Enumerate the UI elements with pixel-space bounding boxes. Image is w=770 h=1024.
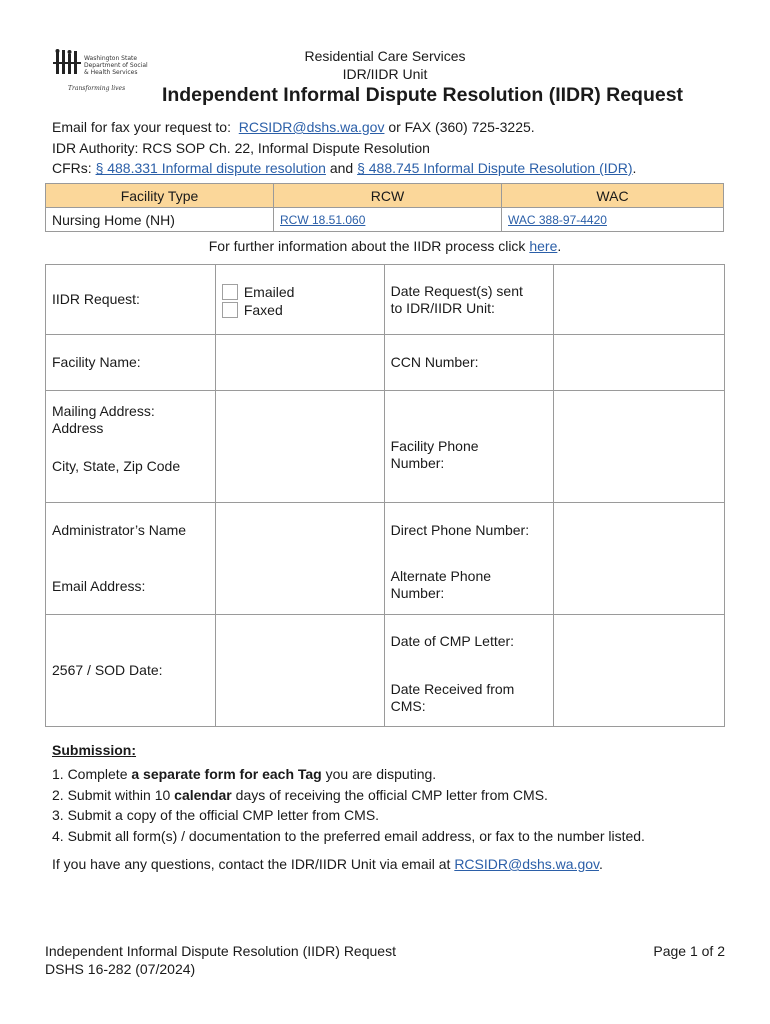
faxed-checkbox[interactable] <box>222 302 238 318</box>
emailed-checkbox[interactable] <box>222 284 238 300</box>
request-method-cell <box>215 265 384 335</box>
form-row-request <box>46 265 725 335</box>
cms-date-fields[interactable] <box>554 615 725 727</box>
step-2 <box>52 787 645 808</box>
wac-link[interactable]: WAC 388-97-4420 <box>502 208 724 232</box>
date-received-label <box>391 681 548 715</box>
cfr-end: . <box>632 160 637 176</box>
submission-colon: : <box>131 742 137 758</box>
alt-phone-line1: Alternate Phone <box>390 568 492 584</box>
mailing-address-label <box>46 391 216 503</box>
date-sent-line2: to IDR/IIDR Unit: <box>390 299 495 316</box>
ccn-label: CCN Number: <box>384 335 554 391</box>
email-line <box>52 119 535 135</box>
step-1-pre: 1. Complete <box>52 766 132 782</box>
facility-name-field[interactable] <box>215 335 384 391</box>
step-2-post: days of receiving the official CMP letter from CMS. <box>231 786 548 803</box>
contact-text: If you have any questions, contact the IDR/IIDR Unit via email at <box>52 856 455 872</box>
facility-phone-line1: Facility Phone <box>390 437 479 454</box>
footer-title: Independent Informal Dispute Resolution (IIDR) Request <box>45 943 396 959</box>
facility-name-label: Facility Name: <box>46 335 216 391</box>
reference-row <box>46 208 724 232</box>
cfr-488-331-link[interactable]: § 488.331 Informal dispute resolution <box>95 160 326 176</box>
rcw-link[interactable]: RCW 18.51.060 <box>274 208 502 232</box>
mailing-line1: Mailing Address: <box>52 403 155 419</box>
mailing-line2: Address <box>52 420 104 436</box>
fax-text: or FAX (360) 725-3225. <box>384 119 535 135</box>
sod-date-label: 2567 / SOD Date: <box>46 615 216 727</box>
page-number: Page 1 of 2 <box>653 943 725 959</box>
col-facility-type: Facility Type <box>46 184 274 208</box>
form-row-address <box>46 391 725 503</box>
step-1 <box>52 766 645 787</box>
date-sent-field[interactable] <box>554 265 725 335</box>
reference-header-row <box>46 184 724 208</box>
cms-date-labels <box>384 615 554 727</box>
facility-phone-field[interactable] <box>554 391 725 503</box>
contact-end: . <box>598 856 603 872</box>
form-row-facility <box>46 335 725 391</box>
further-info <box>0 238 770 254</box>
alt-phone-label <box>391 568 548 602</box>
cmp-letter-label: Date of CMP Letter: <box>390 633 515 649</box>
col-wac: WAC <box>502 184 724 208</box>
phone-labels <box>384 503 554 615</box>
date-sent-line1: Date Request(s) sent <box>390 282 523 299</box>
cfrs-prefix: CFRs: <box>52 160 96 176</box>
logo-tagline: Transforming lives <box>68 85 126 92</box>
form-row-admin <box>46 503 725 615</box>
date-received-line2: CMS: <box>390 698 426 714</box>
emailed-option[interactable] <box>222 283 378 301</box>
reference-table <box>45 183 724 232</box>
direct-phone-label: Direct Phone Number: <box>390 522 530 538</box>
date-received-line1: Date Received from <box>390 681 515 697</box>
facility-type-cell: Nursing Home (NH) <box>46 208 274 232</box>
submission-heading <box>52 742 136 758</box>
faxed-option[interactable] <box>222 301 378 319</box>
footer-form-number: DSHS 16-282 (07/2024) <box>45 961 196 977</box>
contact-email-link[interactable]: RCSIDR@dshs.wa.gov <box>454 856 599 872</box>
alt-phone-line2: Number: <box>390 585 445 601</box>
step-2-bold: calendar <box>174 786 232 803</box>
mailing-address-field[interactable] <box>215 391 384 503</box>
unit-name: IDR/IIDR Unit <box>342 66 428 82</box>
org-name: Residential Care Services <box>304 48 466 64</box>
city-state-zip-label: City, State, Zip Code <box>52 458 181 474</box>
further-text: For further information about the IIDR process click <box>208 238 530 254</box>
iidr-request-label: IIDR Request: <box>46 265 216 335</box>
facility-phone-label <box>384 391 554 503</box>
faxed-label: Faxed <box>243 301 283 318</box>
further-end: . <box>557 238 562 254</box>
cfrs-line <box>52 160 636 176</box>
step-1-post: you are disputing. <box>321 766 437 782</box>
idr-authority: IDR Authority: RCS SOP Ch. 22, Informal Dispute Resolution <box>52 140 430 156</box>
emailed-label: Emailed <box>243 283 295 300</box>
step-3: 3. Submit a copy of the official CMP letter from CMS. <box>52 807 380 823</box>
admin-email-labels <box>46 503 216 615</box>
cfr-and: and <box>325 160 358 176</box>
form-row-dates <box>46 615 725 727</box>
contact-line <box>52 856 603 872</box>
submission-heading-text: Submission <box>52 742 132 758</box>
date-sent-label <box>384 265 554 335</box>
page-title: Independent Informal Dispute Resolution (IIDR) Request <box>161 84 684 106</box>
email-link[interactable]: RCSIDR@dshs.wa.gov <box>238 119 385 135</box>
step-4: 4. Submit all form(s) / documentation to the preferred email address, or fax to the number listed. <box>52 827 645 844</box>
here-link[interactable]: here <box>529 238 558 254</box>
admin-name-label: Administrator’s Name <box>52 522 187 538</box>
step-1-bold: a separate form for each Tag <box>131 766 322 782</box>
email-prefix: Email for fax your request to: <box>52 119 231 135</box>
logo-text: Washington State Department of Social & Health Services <box>84 55 148 76</box>
cfr-488-745-link[interactable]: § 488.745 Informal Dispute Resolution (IDR) <box>357 160 633 176</box>
email-address-label: Email Address: <box>52 578 146 594</box>
facility-phone-line2: Number: <box>390 454 445 471</box>
submission-steps <box>52 766 645 848</box>
admin-email-field[interactable] <box>215 503 384 615</box>
phone-fields[interactable] <box>554 503 725 615</box>
step-2-pre: 2. Submit within 10 <box>52 786 175 803</box>
iidr-form-table <box>45 264 725 727</box>
sod-date-field[interactable] <box>215 615 384 727</box>
ccn-field[interactable] <box>554 335 725 391</box>
col-rcw: RCW <box>274 184 502 208</box>
